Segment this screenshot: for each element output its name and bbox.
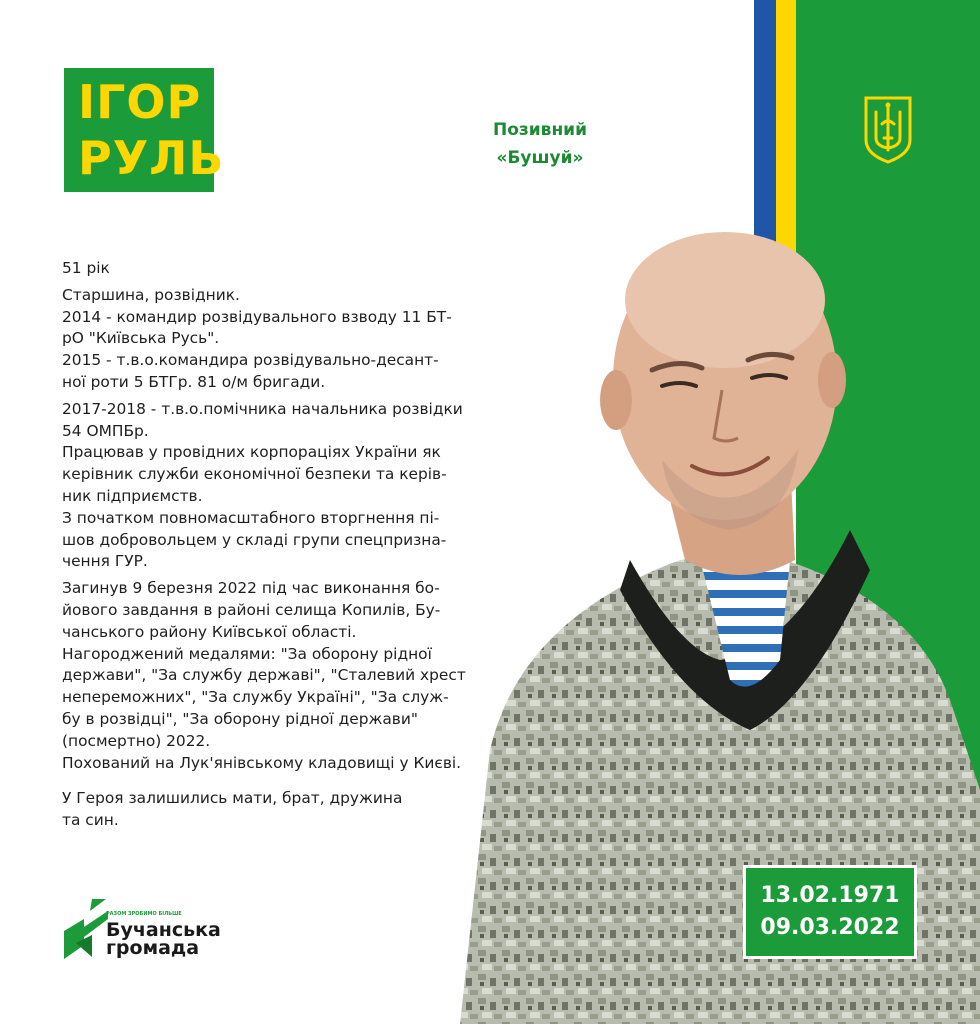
- biography: [62, 258, 472, 837]
- bio-age: 51 рік: [62, 259, 110, 277]
- bucha-community-logo: [62, 895, 232, 965]
- dates-block: [746, 868, 914, 956]
- hero-name-block: [64, 68, 225, 192]
- death-date: 09.03.2022: [760, 915, 900, 940]
- bio-paragraph: 2017-2018 - т.в.о.помічника начальника розвідки 54 ОМПБр. Працював у провідних корпораціях України як керівник служби економічної безпеки та керів- ник підприємств. З початком повномасштабного вторгнення пі- шов добровольцем у складі групи спецпризна- чення ГУР.: [62, 399, 463, 571]
- callsign-block: [470, 116, 610, 172]
- callsign-value: «Бушуй»: [496, 148, 584, 168]
- bio-family: У Героя залишились мати, брат, дружина та син.: [62, 789, 403, 830]
- logo-tagline: РАЗОМ ЗРОБИМО БІЛЬШЕ: [106, 911, 182, 917]
- hero-last-name: РУЛЬ: [78, 131, 225, 185]
- logo-line-2: громада: [106, 937, 200, 959]
- bio-paragraph: Старшина, розвідник. 2014 - командир розвідувального взводу 11 БТ- рО "Київська Русь". 2015 - т.в.о.командира розвідувально-десант- ної роти 5 БТГр. 81 о/м бригади.: [62, 285, 452, 391]
- bio-paragraph: Загинув 9 березня 2022 під час виконання бо- йового завдання в районі селища Копилів, Бу- чанського району Київської області. Нагороджений медалями: "За оборону рідної держави", "За службу державі", "Сталевий хрест непереможних", "За службу Україні", "За служ- бу в розвідці", "За оборону рідної держави" (посмертно) 2022. Похований на Лук'янівському кладовищі у Києві.: [62, 579, 466, 772]
- birth-date: 13.02.1971: [760, 883, 900, 908]
- hero-first-name: ІГОР: [78, 75, 202, 129]
- bucha-community-logo-icon: [62, 897, 110, 961]
- trident-icon: [862, 94, 914, 164]
- logo-line-1: Бучанська: [106, 919, 221, 941]
- callsign-label: Позивний: [492, 120, 588, 140]
